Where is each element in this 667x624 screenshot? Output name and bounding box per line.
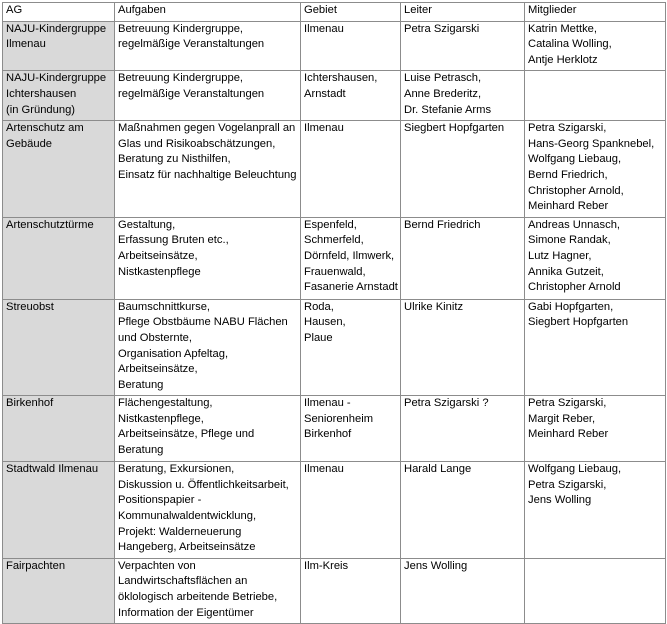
cell-line: Organisation Apfeltag, bbox=[118, 347, 229, 360]
cell-line: Flächengestaltung, bbox=[118, 397, 213, 410]
cell-aufgaben bbox=[115, 217, 301, 299]
cell-line: regelmäßige Veranstaltungen bbox=[118, 38, 265, 51]
cell-line: Verpachten von bbox=[118, 559, 196, 572]
cell-aufgaben bbox=[115, 71, 301, 121]
cell-line: Gestaltung, bbox=[118, 218, 176, 231]
cell-line: Frauenwald, bbox=[304, 265, 366, 278]
cell-line: Siegbert Hopfgarten bbox=[528, 316, 629, 329]
cell-line: (in Gründung) bbox=[6, 103, 76, 116]
cell-aufgaben bbox=[115, 299, 301, 396]
header-gebiet: Gebiet bbox=[301, 3, 401, 22]
cell-line: Positionspapier - bbox=[118, 494, 202, 507]
cell-line: Dr. Stefanie Arms bbox=[404, 103, 492, 116]
cell-line: Jens Wolling bbox=[528, 494, 592, 507]
cell-gebiet bbox=[301, 71, 401, 121]
cell-line: Artenschutztürme bbox=[6, 218, 94, 231]
cell-line: Fairpachten bbox=[6, 559, 66, 572]
header-leiter: Leiter bbox=[401, 3, 525, 22]
cell-gebiet bbox=[301, 121, 401, 218]
cell-line: Arnstadt bbox=[304, 87, 346, 100]
table-row bbox=[3, 21, 666, 71]
header-ag: AG bbox=[3, 3, 115, 22]
table-row bbox=[3, 299, 666, 396]
cell-line: Bernd Friedrich bbox=[404, 218, 481, 231]
cell-line: Meinhard Reber bbox=[528, 428, 609, 441]
cell-line: Kommunalwaldentwicklung, bbox=[118, 510, 257, 523]
cell-line: Petra Szigarski bbox=[404, 22, 480, 35]
cell-line: Siegbert Hopfgarten bbox=[404, 122, 505, 135]
cell-line: Beratung zu Nisthilfen, bbox=[118, 153, 231, 166]
cell-leiter bbox=[401, 299, 525, 396]
cell-line: Landwirtschaftsflächen an bbox=[118, 575, 248, 588]
cell-gebiet bbox=[301, 21, 401, 71]
cell-line: NAJU-Kindergruppe bbox=[6, 22, 107, 35]
cell-line: Margit Reber, bbox=[528, 412, 596, 425]
header-aufgaben: Aufgaben bbox=[115, 3, 301, 22]
cell-line: Espenfeld, bbox=[304, 218, 357, 231]
cell-line: Ilmenau - bbox=[304, 397, 351, 410]
cell-line: Gabi Hopfgarten, bbox=[528, 300, 614, 313]
header-mitglieder: Mitglieder bbox=[525, 3, 666, 22]
cell-line: Ulrike Kinitz bbox=[404, 300, 464, 313]
cell-line: Petra Szigarski, bbox=[528, 397, 607, 410]
cell-gebiet bbox=[301, 558, 401, 623]
cell-line: Christopher Arnold, bbox=[528, 184, 624, 197]
cell-line: öklologisch arbeitende Betriebe, bbox=[118, 591, 278, 604]
cell-line: Petra Szigarski, bbox=[528, 478, 607, 491]
cell-line: Erfassung Bruten etc., bbox=[118, 234, 229, 247]
cell-ag bbox=[3, 71, 115, 121]
cell-line: regelmäßige Veranstaltungen bbox=[118, 87, 265, 100]
cell-line: Luise Petrasch, bbox=[404, 72, 482, 85]
cell-line: Beratung bbox=[118, 444, 164, 457]
cell-line: Andreas Unnasch, bbox=[528, 218, 621, 231]
cell-mitglieder bbox=[525, 299, 666, 396]
cell-line: Baumschnittkurse, bbox=[118, 300, 211, 313]
cell-aufgaben bbox=[115, 396, 301, 462]
cell-mitglieder bbox=[525, 121, 666, 218]
cell-leiter bbox=[401, 121, 525, 218]
table-row bbox=[3, 396, 666, 462]
cell-ag bbox=[3, 121, 115, 218]
cell-line: Pflege Obstbäume NABU Flächen bbox=[118, 316, 288, 329]
table-row bbox=[3, 462, 666, 559]
cell-leiter bbox=[401, 21, 525, 71]
cell-line: Harald Lange bbox=[404, 463, 472, 476]
cell-mitglieder bbox=[525, 462, 666, 559]
cell-line: Roda, bbox=[304, 300, 334, 313]
cell-line: Ichtershausen, bbox=[304, 72, 378, 85]
cell-ag bbox=[3, 21, 115, 71]
table-row bbox=[3, 217, 666, 299]
working-groups-table bbox=[2, 2, 666, 624]
cell-line: NAJU-Kindergruppe bbox=[6, 72, 107, 85]
cell-line: Ilmenau bbox=[304, 463, 344, 476]
cell-line: Christopher Arnold bbox=[528, 281, 621, 294]
cell-line: Betreuung Kindergruppe, bbox=[118, 72, 244, 85]
cell-aufgaben bbox=[115, 121, 301, 218]
cell-mitglieder bbox=[525, 217, 666, 299]
cell-line: Birkenhof bbox=[6, 397, 54, 410]
cell-line: Streuobst bbox=[6, 300, 54, 313]
cell-ag bbox=[3, 217, 115, 299]
cell-line: Wolfgang Liebaug, bbox=[528, 153, 622, 166]
cell-line: Arbeitseinsätze, bbox=[118, 249, 198, 262]
header-row bbox=[3, 3, 666, 22]
cell-line: Betreuung Kindergruppe, bbox=[118, 22, 244, 35]
cell-ag bbox=[3, 558, 115, 623]
cell-line: Arbeitseinsätze, bbox=[118, 363, 198, 376]
cell-aufgaben bbox=[115, 558, 301, 623]
cell-line: Fasanerie Arnstadt bbox=[304, 281, 398, 294]
cell-gebiet bbox=[301, 396, 401, 462]
cell-line: Lutz Hagner, bbox=[528, 249, 592, 262]
cell-line: Hausen, bbox=[304, 316, 346, 329]
cell-leiter bbox=[401, 396, 525, 462]
cell-line: Hangeberg, Arbeitseinsätze bbox=[118, 541, 256, 554]
cell-line: und Obsternte, bbox=[118, 331, 193, 344]
cell-line: Ilm-Kreis bbox=[304, 559, 349, 572]
cell-line: Anne Brederitz, bbox=[404, 87, 482, 100]
cell-line: Antje Herklotz bbox=[528, 53, 598, 66]
cell-line: Einsatz für nachhaltige Beleuchtung bbox=[118, 168, 297, 181]
cell-line: Projekt: Walderneuerung bbox=[118, 525, 242, 538]
table-row bbox=[3, 71, 666, 121]
cell-line: Meinhard Reber bbox=[528, 200, 609, 213]
cell-line: Plaue bbox=[304, 331, 333, 344]
cell-gebiet bbox=[301, 462, 401, 559]
cell-line: Schmerfeld, bbox=[304, 234, 364, 247]
cell-mitglieder bbox=[525, 71, 666, 121]
table-row bbox=[3, 121, 666, 218]
cell-gebiet bbox=[301, 217, 401, 299]
cell-leiter bbox=[401, 558, 525, 623]
cell-mitglieder bbox=[525, 21, 666, 71]
table-body bbox=[3, 21, 666, 624]
cell-line: Artenschutz am bbox=[6, 122, 84, 135]
cell-line: Ichtershausen bbox=[6, 87, 77, 100]
cell-line: Stadtwald Ilmenau bbox=[6, 463, 99, 476]
cell-line: Beratung bbox=[118, 378, 164, 391]
cell-line: Ilmenau bbox=[304, 122, 344, 135]
cell-line: Ilmenau bbox=[6, 38, 46, 51]
cell-aufgaben bbox=[115, 21, 301, 71]
cell-line: Dörnfeld, Ilmwerk, bbox=[304, 249, 395, 262]
cell-line: Nistkastenpflege, bbox=[118, 412, 204, 425]
cell-line: Birkenhof bbox=[304, 428, 352, 441]
cell-line: Arbeitseinsätze, Pflege und bbox=[118, 428, 255, 441]
cell-line: Information der Eigentümer bbox=[118, 606, 254, 619]
cell-line: Catalina Wolling, bbox=[528, 38, 612, 51]
cell-leiter bbox=[401, 71, 525, 121]
cell-ag bbox=[3, 396, 115, 462]
cell-line: Maßnahmen gegen Vogelanprall an bbox=[118, 122, 296, 135]
cell-leiter bbox=[401, 462, 525, 559]
cell-line: Glas und Risikoabschätzungen, bbox=[118, 137, 276, 150]
cell-line: Seniorenheim bbox=[304, 412, 374, 425]
cell-line: Annika Gutzeit, bbox=[528, 265, 604, 278]
cell-line: Petra Szigarski, bbox=[528, 122, 607, 135]
cell-line: Diskussion u. Öffentlichkeitsarbeit, bbox=[118, 478, 289, 491]
cell-ag bbox=[3, 299, 115, 396]
cell-ag bbox=[3, 462, 115, 559]
cell-line: Nistkastenpflege bbox=[118, 265, 201, 278]
cell-leiter bbox=[401, 217, 525, 299]
cell-line: Simone Randak, bbox=[528, 234, 611, 247]
cell-line: Ilmenau bbox=[304, 22, 344, 35]
cell-line: Hans-Georg Spanknebel, bbox=[528, 137, 655, 150]
cell-aufgaben bbox=[115, 462, 301, 559]
cell-line: Gebäude bbox=[6, 137, 53, 150]
table-row bbox=[3, 558, 666, 623]
cell-line: Jens Wolling bbox=[404, 559, 468, 572]
cell-line: Beratung, Exkursionen, bbox=[118, 463, 235, 476]
cell-mitglieder bbox=[525, 558, 666, 623]
cell-line: Petra Szigarski ? bbox=[404, 397, 489, 410]
cell-mitglieder bbox=[525, 396, 666, 462]
cell-line: Wolfgang Liebaug, bbox=[528, 463, 622, 476]
cell-line: Katrin Mettke, bbox=[528, 22, 598, 35]
cell-line: Bernd Friedrich, bbox=[528, 168, 608, 181]
cell-gebiet bbox=[301, 299, 401, 396]
